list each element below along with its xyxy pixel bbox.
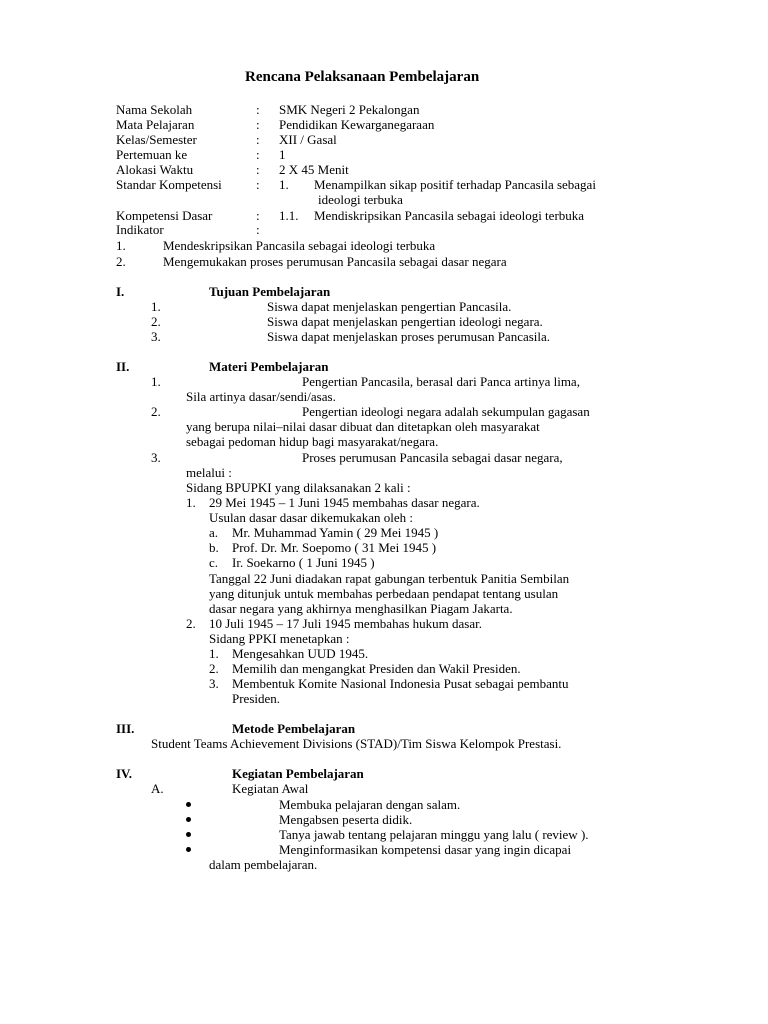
value-nama-sekolah: SMK Negeri 2 Pekalongan xyxy=(279,102,420,117)
value-mata-pelajaran: Pendidikan Kewarganegaraan xyxy=(279,117,435,132)
list-item: Tanya jawab tentang pelajaran minggu yang lalu ( review ). xyxy=(279,827,589,842)
list-item: Siswa dapat menjelaskan proses perumusan Pancasila. xyxy=(267,329,551,344)
section-number: II. xyxy=(116,359,130,374)
list-item: Memilih dan mengangkat Presiden dan Wakil Presiden. xyxy=(232,661,521,676)
list-num: 2. xyxy=(186,616,196,631)
section-heading-metode: Metode Pembelajaran xyxy=(232,721,356,736)
list-item: Ir. Soekarno ( 1 Juni 1945 ) xyxy=(232,555,375,570)
list-item-cont: sebagai pedoman hidup bagi masyarakat/negara. xyxy=(186,434,439,449)
list-num: 3. xyxy=(151,329,161,344)
list-num: 1. xyxy=(151,374,161,389)
list-item-cont: Presiden. xyxy=(232,691,281,706)
paragraph-tanggal: Tanggal 22 Juni diadakan rapat gabungan terbentuk Panitia Sembilan xyxy=(209,571,570,586)
section-number: I. xyxy=(116,284,125,299)
label-kelas-semester: Kelas/Semester xyxy=(116,132,197,147)
indikator-num: 1. xyxy=(116,238,126,253)
list-num: 2. xyxy=(151,404,161,419)
colon: : xyxy=(256,177,260,192)
value-kompetensi-dasar: Mendiskripsikan Pancasila sebagai ideologi terbuka xyxy=(314,208,585,223)
list-num: 3. xyxy=(151,450,161,465)
colon: : xyxy=(256,102,260,117)
list-item: 29 Mei 1945 – 1 Juni 1945 membahas dasar negara. xyxy=(209,495,480,510)
list-num: 2. xyxy=(209,661,219,676)
section-number: IV. xyxy=(116,766,133,781)
label-nama-sekolah: Nama Sekolah xyxy=(116,102,193,117)
label-kompetensi-dasar: Kompetensi Dasar xyxy=(116,208,213,223)
label-pertemuan: Pertemuan ke xyxy=(116,147,188,162)
list-item: Mengabsen peserta didik. xyxy=(279,812,413,827)
list-item: Proses perumusan Pancasila sebagai dasar negara, xyxy=(302,450,563,465)
list-num: 3. xyxy=(209,676,219,691)
list-item: Prof. Dr. Mr. Soepomo ( 31 Mei 1945 ) xyxy=(232,540,437,555)
paragraph-metode: Student Teams Achievement Divisions (STAD)/Tim Siswa Kelompok Prestasi. xyxy=(151,736,562,751)
list-item-cont: Sila artinya dasar/sendi/asas. xyxy=(186,389,336,404)
sub-heading-kegiatan-awal: Kegiatan Awal xyxy=(232,781,309,796)
value-alokasi-waktu: 2 X 45 Menit xyxy=(279,162,349,177)
list-item: 10 Juli 1945 – 17 Juli 1945 membahas hukum dasar. xyxy=(209,616,482,631)
list-letter: b. xyxy=(209,540,219,555)
list-item-cont: yang berupa nilai–nilai dasar dibuat dan ditetapkan oleh masyarakat xyxy=(186,419,540,434)
list-letter: c. xyxy=(209,555,219,570)
sub-letter: A. xyxy=(151,781,164,796)
colon: : xyxy=(256,147,260,162)
document-title: Rencana Pelaksanaan Pembelajaran xyxy=(245,69,480,85)
value-standar-kompetensi: Menampilkan sikap positif terhadap Pancasila sebagai xyxy=(314,177,596,192)
list-num: 1. xyxy=(151,299,161,314)
indikator-text: Mengemukakan proses perumusan Pancasila sebagai dasar negara xyxy=(163,254,507,269)
bullet-icon xyxy=(186,832,191,837)
colon: : xyxy=(256,132,260,147)
indikator-text: Mendeskripsikan Pancasila sebagai ideologi terbuka xyxy=(163,238,436,253)
list-item: Pengertian Pancasila, berasal dari Panca artinya lima, xyxy=(302,374,580,389)
list-item: Mengesahkan UUD 1945. xyxy=(232,646,369,661)
label-alokasi-waktu: Alokasi Waktu xyxy=(116,162,194,177)
label-standar-kompetensi: Standar Kompetensi xyxy=(116,177,222,192)
list-item: Membuka pelajaran dengan salam. xyxy=(279,797,461,812)
section-number: III. xyxy=(116,721,135,736)
list-item: Pengertian ideologi negara adalah sekumpulan gagasan xyxy=(302,404,590,419)
list-item: Siswa dapat menjelaskan pengertian Pancasila. xyxy=(267,299,512,314)
indikator-num: 2. xyxy=(116,254,126,269)
bullet-icon xyxy=(186,847,191,852)
list-num: 1. xyxy=(186,495,196,510)
paragraph-usulan: Usulan dasar dasar dikemukakan oleh : xyxy=(209,510,413,525)
list-item-cont: melalui : xyxy=(186,465,232,480)
list-item: Siswa dapat menjelaskan pengertian ideologi negara. xyxy=(267,314,543,329)
paragraph-ppki: Sidang PPKI menetapkan : xyxy=(209,631,350,646)
list-num: 1. xyxy=(209,646,219,661)
list-letter: a. xyxy=(209,525,219,540)
list-item: Menginformasikan kompetensi dasar yang ingin dicapai xyxy=(279,842,572,857)
list-item: Membentuk Komite Nasional Indonesia Pusat sebagai pembantu xyxy=(232,676,569,691)
paragraph-tanggal: dasar negara yang akhirnya menghasilkan Piagam Jakarta. xyxy=(209,601,513,616)
bullet-icon xyxy=(186,817,191,822)
value-standar-kompetensi-cont: ideologi terbuka xyxy=(318,192,403,207)
value-pertemuan: 1 xyxy=(279,147,286,162)
num-standar-kompetensi: 1. xyxy=(279,177,289,192)
bullet-icon xyxy=(186,802,191,807)
list-num: 2. xyxy=(151,314,161,329)
list-item-cont: dalam pembelajaran. xyxy=(209,857,318,872)
section-heading-kegiatan: Kegiatan Pembelajaran xyxy=(232,766,364,781)
list-item: Mr. Muhammad Yamin ( 29 Mei 1945 ) xyxy=(232,525,439,540)
label-indikator: Indikator xyxy=(116,222,164,237)
label-mata-pelajaran: Mata Pelajaran xyxy=(116,117,195,132)
section-heading-materi: Materi Pembelajaran xyxy=(209,359,329,374)
colon: : xyxy=(256,222,260,237)
section-heading-tujuan: Tujuan Pembelajaran xyxy=(209,284,331,299)
paragraph-bpupki: Sidang BPUPKI yang dilaksanakan 2 kali : xyxy=(186,480,411,495)
colon: : xyxy=(256,162,260,177)
colon: : xyxy=(256,117,260,132)
paragraph-tanggal: yang ditunjuk untuk membahas perbedaan pendapat tentang usulan xyxy=(209,586,559,601)
value-kelas-semester: XII / Gasal xyxy=(279,132,337,147)
colon: : xyxy=(256,208,260,223)
num-kompetensi-dasar: 1.1. xyxy=(279,208,299,223)
